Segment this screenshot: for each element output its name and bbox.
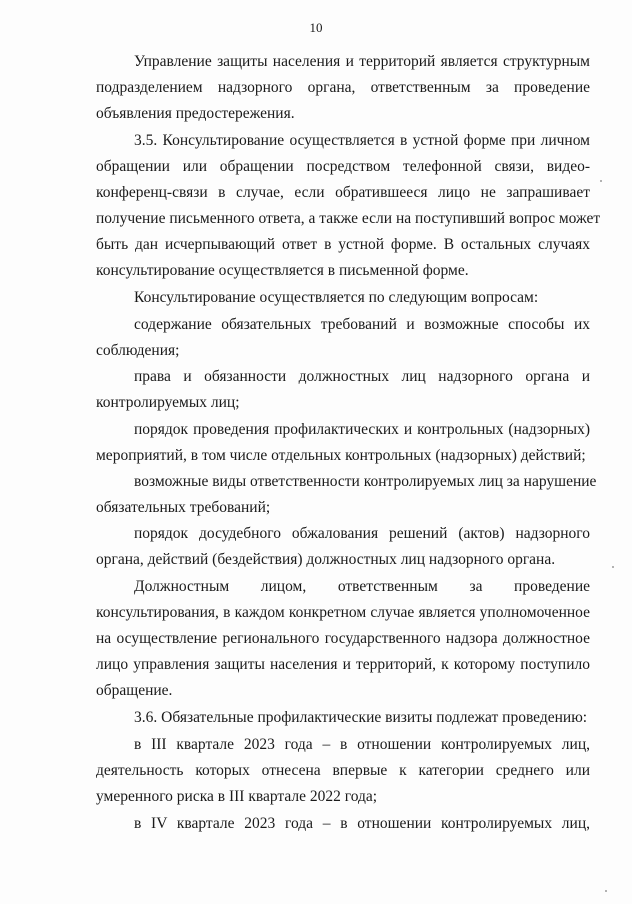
text-line: подразделением надзорного органа, ответственным за проведение <box>96 79 590 96</box>
text-line: Должностным лицом, ответственным за проведение <box>134 578 590 595</box>
text-line: консультирование осуществляется в письменной форме. <box>96 262 469 279</box>
scan-speck <box>605 890 607 892</box>
text-line: соблюдения; <box>96 342 180 359</box>
text-line: в III квартале 2023 года – в отношении контролируемых лиц, <box>134 736 590 753</box>
text-line: получение письменного ответа, а также если на поступивший вопрос может <box>96 210 601 227</box>
text-line: обязательных требований; <box>96 499 271 516</box>
text-line: порядок проведения профилактических и контрольных (надзорных) <box>134 421 590 438</box>
text-line: мероприятий, в том числе отдельных контрольных (надзорных) действий; <box>96 447 586 464</box>
text-line: объявления предостережения. <box>96 105 295 122</box>
text-line: контролируемых лиц; <box>96 394 240 411</box>
text-line: органа, действий (бездействия) должностных лиц надзорного органа. <box>96 551 556 568</box>
text-line: Управление защиты населения и территорий является структурным <box>134 53 590 70</box>
scan-speck <box>600 180 602 182</box>
text-line: 3.6. Обязательные профилактические визиты подлежат проведению: <box>134 709 588 726</box>
page-number: 10 <box>309 20 323 35</box>
text-line: Консультирование осуществляется по следующим вопросам: <box>134 289 539 306</box>
text-line: деятельность которых отнесена впервые к категории среднего или <box>96 762 590 779</box>
text-line: обращение. <box>96 682 173 699</box>
scan-speck <box>612 566 614 568</box>
text-line: лицо управления защиты населения и территорий, к которому поступило <box>96 656 590 673</box>
text-line: возможные виды ответственности контролируемых лиц за нарушение <box>134 473 597 490</box>
text-line: быть дан исчерпывающий ответ в устной форме. В остальных случаях <box>96 236 590 253</box>
text-line: 3.5. Консультирование осуществляется в устной форме при личном <box>134 132 590 149</box>
text-line: консультирования, в каждом конкретном случае является уполномоченное <box>96 604 590 621</box>
text-line: обращении или обращении посредством телефонной связи, видео- <box>96 158 590 175</box>
text-line: права и обязанности должностных лиц надзорного органа и <box>134 368 590 385</box>
text-line: умеренного риска в III квартале 2022 года; <box>96 788 378 805</box>
text-line: на осуществление регионального государственного надзора должностное <box>96 630 590 647</box>
text-line: порядок досудебного обжалования решений (актов) надзорного <box>134 525 590 542</box>
text-line: содержание обязательных требований и возможные способы их <box>134 316 590 333</box>
text-line: в IV квартале 2023 года – в отношении контролируемых лиц, <box>134 815 590 832</box>
text-line: конференц-связи в случае, если обратившееся лицо не запрашивает <box>96 184 590 201</box>
